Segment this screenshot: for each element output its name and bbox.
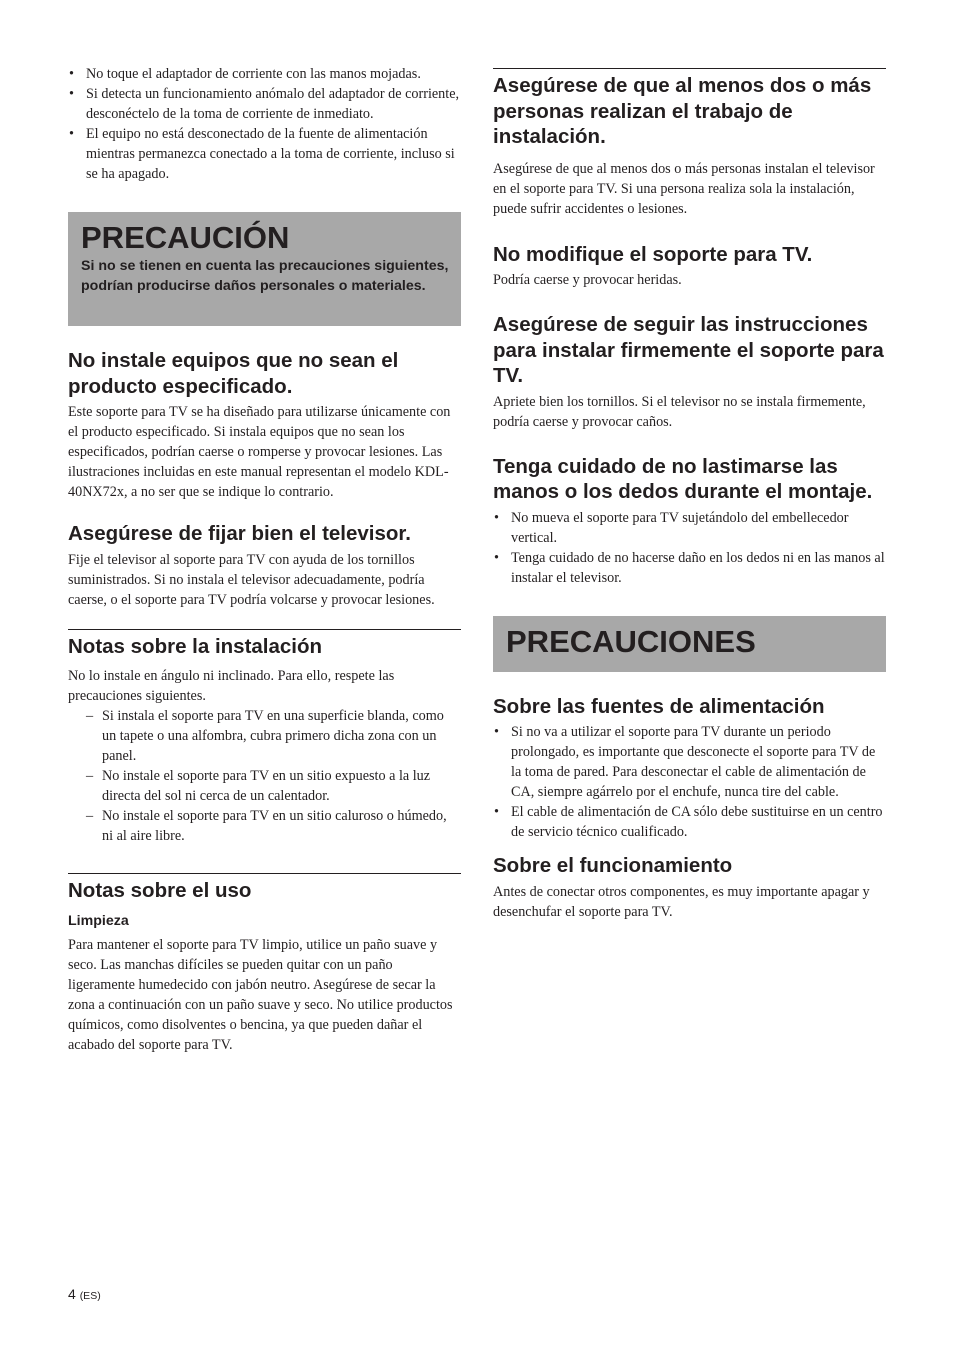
page-number: 4 (68, 1286, 76, 1302)
list-item: • Tenga cuidado de no hacerse daño en los dedos ni en las manos al instalar el televisor. (493, 548, 886, 588)
banner-title: PRECAUCIONES (506, 623, 756, 659)
section-body: Asegúrese de que al menos dos o más personas instalan el televisor en el soporte para TV. Si una persona realiza sola la instalación, puede sufrir accidentes o lesiones. (493, 160, 875, 217)
right-column (493, 0, 886, 922)
list-item: • Si no va a utilizar el soporte para TV durante un periodo prolongado, es importante que desconecte el soporte para TV de la toma de pared. Para desconectar el cable de alimentación de CA, siempre agárrelo por el enchufe, nunca tire del cable. (493, 722, 886, 802)
list-item: – No instale el soporte para TV en un sitio expuesto a la luz directa del sol ni cerca de un calentador. (68, 766, 461, 806)
bullet-list (493, 508, 886, 588)
section-notas-instalacion (68, 629, 461, 847)
left-column (68, 0, 461, 1055)
section-funcionamiento (493, 853, 886, 922)
section-body: Para mantener el soporte para TV limpio, utilice un paño suave y seco. Las manchas difíciles se pueden quitar con un paño ligeramente humedecido con jabón neutro. Asegúrese de secar la zona a continuación con un paño suave y seco. No utilice productos químicos, como disolventes o bencina, ya que pueden dañar el acabado del soporte para TV. (68, 936, 453, 1053)
section-heading: Asegúrese de seguir las instrucciones para instalar firmemente el soporte para TV. (493, 313, 884, 387)
section-heading: Tenga cuidado de no lastimarse las manos o los dedos durante el montaje. (493, 454, 873, 503)
section-body: Podría caerse y provocar heridas. (493, 272, 682, 288)
banner-title: PRECAUCIÓN (81, 220, 290, 255)
section-body: No lo instale en ángulo ni inclinado. Para ello, respete las precauciones siguientes. (68, 668, 395, 704)
section-heading: Asegúrese de fijar bien el televisor. (68, 522, 411, 545)
intro-bullet-list (68, 64, 461, 184)
section-notas-uso (68, 873, 461, 1055)
section-body: Antes de conectar otros componentes, es muy importante apagar y desenchufar el soporte para TV. (493, 883, 870, 920)
section-heading: Sobre el funcionamiento (493, 854, 733, 877)
section-fijar-televisor (68, 521, 461, 610)
section-dos-personas (493, 68, 886, 219)
section-fuentes-alimentacion (493, 694, 886, 843)
section-body: Fije el televisor al soporte para TV con ayuda de los tornillos suministrados. Si no instala el televisor adecuadamente, podría caerse, o el soporte para TV podría volcarse y provocar lesiones. (68, 551, 435, 608)
section-subheading: Limpieza (68, 912, 129, 929)
section-heading: Asegúrese de que al menos dos o más personas realizan el trabajo de instalación. (493, 68, 886, 150)
list-item: • El cable de alimentación de CA sólo debe sustituirse en un centro de servicio técnico cualificado. (493, 802, 886, 842)
page-footer (68, 1286, 101, 1302)
section-body: Este soporte para TV se ha diseñado para utilizarse únicamente con el producto especificado. Si instala equipos que no sean los especificados, podrían caerse o romperse y provocar lesiones. Las ilustraciones incluidas en este manual representan el modelo KDL-40NX72x, a no ser que se indique lo contrario. (68, 404, 451, 500)
list-item: • Si detecta un funcionamiento anómalo del adaptador de corriente, desconéctelo de la toma de corriente de inmediato. (68, 84, 461, 124)
precauciones-banner (493, 616, 886, 672)
section-heading: No modifique el soporte para TV. (493, 242, 813, 266)
section-instrucciones (493, 312, 886, 432)
section-heading: Notas sobre el uso (68, 873, 461, 904)
bullet-list (493, 722, 886, 842)
section-manos (493, 454, 886, 588)
list-item: • No mueva el soporte para TV sujetándolo del embellecedor vertical. (493, 508, 886, 548)
list-item: – Si instala el soporte para TV en una superficie blanda, como un tapete o una alfombra, cubra primero dicha zona con un panel. (68, 706, 461, 766)
section-heading: Sobre las fuentes de alimentación (493, 694, 825, 718)
precaucion-banner (68, 212, 461, 326)
section-heading: Notas sobre la instalación (68, 629, 461, 660)
list-item: • No toque el adaptador de corriente con las manos mojadas. (68, 64, 461, 84)
section-body: Apriete bien los tornillos. Si el televisor no se instala firmemente, podría caerse y provocar caños. (493, 393, 866, 430)
section-no-modifique (493, 242, 886, 291)
list-item: • El equipo no está desconectado de la fuente de alimentación mientras permanezca conectado a la toma de corriente, incluso si se ha apagado. (68, 124, 461, 184)
banner-subtitle: Si no se tienen en cuenta las precauciones siguientes, podrían producirse daños personales o materiales. (81, 258, 449, 294)
precautions-dash-list (68, 706, 461, 846)
section-no-instale (68, 348, 461, 502)
list-item: – No instale el soporte para TV en un sitio caluroso o húmedo, ni al aire libre. (68, 806, 461, 846)
language-code: (ES) (79, 1290, 101, 1302)
section-heading: No instale equipos que no sean el producto especificado. (68, 349, 399, 398)
